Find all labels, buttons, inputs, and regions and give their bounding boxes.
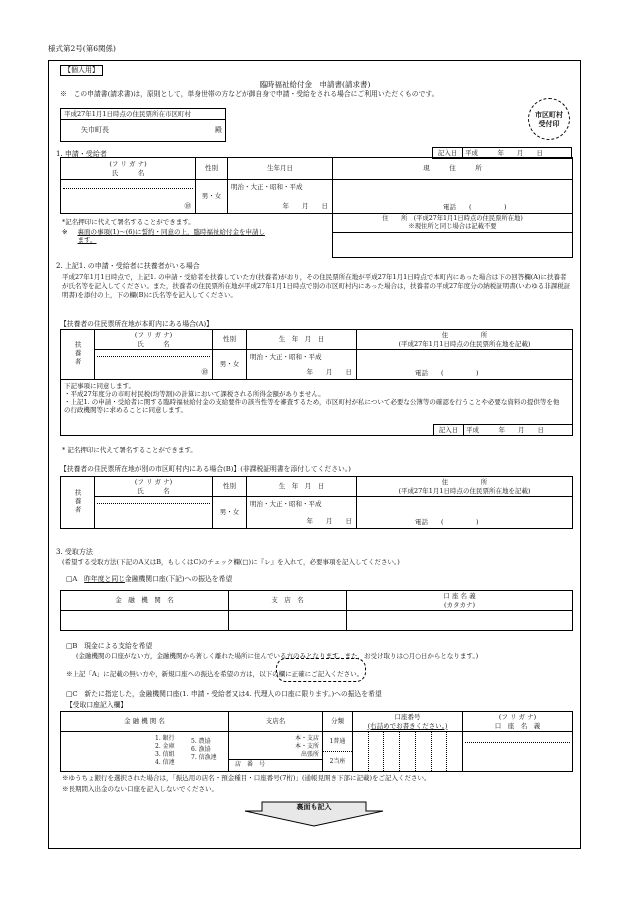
tableA-address-header bbox=[357, 330, 573, 350]
c-bank-types-2: 5. 農協 6. 漁協 7. 信漁連 bbox=[191, 738, 217, 762]
option-c-title: 【受取口座記入欄】 bbox=[66, 701, 128, 709]
tableB-sex-field[interactable]: 男・女 bbox=[213, 497, 247, 529]
option-a-label: 金融機関口座(下記)への振込を希望 bbox=[124, 575, 233, 583]
c-number-sub: (右詰めでお書きください。) bbox=[367, 721, 448, 730]
tableA-name-field[interactable] bbox=[95, 350, 213, 380]
option-a-table bbox=[60, 590, 573, 631]
sec1-address-field[interactable] bbox=[333, 180, 573, 214]
intro-note: ※ この申請書(請求書)は，原則として，単身世帯の方などが御自身で申請・受給をされる場合にご利用いただくものです。 bbox=[60, 90, 439, 98]
c-type-header: 分類 bbox=[323, 712, 353, 732]
tableA-address-field[interactable] bbox=[357, 350, 573, 380]
tableA-consent bbox=[61, 380, 573, 436]
seal-mark: ㊞ bbox=[184, 201, 191, 210]
tableA-sex-header: 性別 bbox=[213, 330, 247, 350]
tableA-birth-field[interactable] bbox=[247, 350, 357, 380]
tableB-address-title: 住 所 bbox=[441, 478, 488, 487]
tableA-address-sub: (平成27年1月1日時点の住民票所在地を記載) bbox=[398, 339, 531, 348]
c-holder-field[interactable] bbox=[463, 732, 573, 772]
municipality-box bbox=[60, 108, 226, 142]
sec1-heading: 1. 申請・受給者 bbox=[56, 150, 107, 158]
tableB-birth-ymd: 年 月 日 bbox=[306, 516, 352, 525]
a-bank-header: 金 融 機 関 名 bbox=[61, 591, 229, 611]
sec2-signature-note: * 記名押印に代えて署名することができます。 bbox=[62, 446, 197, 454]
sec1-birth-field[interactable] bbox=[228, 180, 333, 214]
tableA-birth-header: 生 年 月 日 bbox=[247, 330, 357, 350]
tableA-fuyousha bbox=[61, 330, 95, 380]
mayor-label: 矢巾町長 bbox=[81, 126, 109, 135]
sec1-address-header: 現 住 所 bbox=[333, 158, 573, 180]
c-store-no[interactable] bbox=[229, 759, 322, 771]
stamp-label: 市区町村 受付印 bbox=[535, 110, 563, 129]
c-store-no-label: 店 番 号 bbox=[235, 761, 266, 768]
option-a[interactable] bbox=[66, 575, 232, 583]
tableB-address-header bbox=[357, 477, 573, 497]
c-furigana: (フ リ ガ ナ) bbox=[498, 713, 537, 722]
c-type-field[interactable] bbox=[323, 732, 353, 772]
tableA-birth-era: 明治・大正・昭和・平成 bbox=[250, 353, 322, 361]
tableA-address-title: 住 所 bbox=[441, 331, 488, 340]
tableA-kinyubi-box bbox=[433, 424, 573, 436]
tableA-sex-field[interactable]: 男・女 bbox=[213, 350, 247, 380]
tableA bbox=[60, 329, 573, 436]
sec1-juusho-sub: ※現住所と同じ場合は記載不要 bbox=[408, 222, 497, 230]
tableA-consent-1: ・平成27年度分の市町村民税(均等割)の計算において課税される所得金額がありません。 bbox=[64, 390, 325, 399]
sec1-juusho-title: 住 所 (平成27年1月1日時点の住民票所在地) bbox=[382, 215, 523, 222]
tableA-furigana: (フ リ ガ ナ) bbox=[134, 331, 173, 340]
c-type-touza[interactable]: 2当座 bbox=[329, 758, 346, 765]
tableB-birth-field[interactable] bbox=[247, 497, 357, 529]
option-b[interactable]: □B 現金による支給を希望 bbox=[66, 642, 153, 650]
c-branch-field[interactable] bbox=[229, 732, 323, 772]
sec1-kinyubi-label: 記入日 bbox=[433, 148, 463, 159]
a-holder-header bbox=[347, 591, 573, 611]
tableB-birth-era: 明治・大正・昭和・平成 bbox=[250, 500, 322, 508]
sec3-instruction: (希望する受取方法(下記のA又はB，もしくはC)のチェック欄(□)に『レ』を入れて，必要事項を記入してください。) bbox=[62, 558, 400, 566]
c-number-field[interactable] bbox=[353, 732, 463, 772]
a-holder-field[interactable] bbox=[347, 611, 573, 631]
sec2-heading: 2. 上記1. の申請・受給者に扶養者がいる場合 bbox=[56, 262, 200, 270]
tableB-fuyousha bbox=[61, 477, 95, 529]
form-number: 様式第2号(第6関係) bbox=[48, 44, 116, 53]
reception-stamp bbox=[528, 98, 570, 140]
a-bank-field[interactable] bbox=[61, 611, 229, 631]
sec1-furigana-label: (フ リ ガ ナ) bbox=[109, 160, 147, 169]
sec1-birth-era: 明治・大正・昭和・平成 bbox=[231, 183, 303, 191]
sec3-heading: 3. 受取方法 bbox=[56, 548, 93, 556]
c-bank-header: 金 融 機 関 名 bbox=[61, 712, 229, 732]
tableB-name-field[interactable] bbox=[95, 497, 213, 529]
sec1-sex-field[interactable]: 男・女 bbox=[196, 180, 228, 214]
tableA-birth-ymd: 年 月 日 bbox=[306, 367, 352, 376]
tableB-title: 【扶養者の住民票所在地が別の市区町村内にある場合(B)】(非課税証明書を添付してください。) bbox=[60, 465, 351, 473]
tableB-phone: 電話 ( ) bbox=[415, 517, 479, 526]
tableB-address-sub: (平成27年1月1日時点の住民票所在地を記載) bbox=[398, 486, 531, 495]
sec1-sex-header: 性別 bbox=[196, 158, 228, 180]
sec1-birth-header: 生年月日 bbox=[228, 158, 333, 180]
tableA-consent-lead: 下記事項に同意します。 bbox=[64, 382, 135, 390]
sec1-signature-note: *記名押印に代えて署名することができます。 bbox=[62, 218, 195, 226]
tableA-consent-2: ・上記1. の申請・受給者に関する臨時福祉給付金の支給要件の該当性等を審査するため，市区町村が私について必要な公簿等の確認を行うことや必要な資料の提供等を他の行政機関等に求めることに同意します。 bbox=[64, 398, 560, 415]
sec1-birth-ymd: 年 月 日 bbox=[282, 201, 328, 210]
sec1-kinyubi-value[interactable]: 平成 年 月 日 bbox=[463, 148, 572, 159]
c-branch-header: 支店名 bbox=[229, 712, 323, 732]
tableA-phone: 電話 ( ) bbox=[415, 368, 479, 377]
dono-label: 殿 bbox=[215, 126, 222, 135]
a-holder-title: 口 座 名 義 bbox=[443, 592, 476, 601]
a-branch-header: 支 店 名 bbox=[229, 591, 347, 611]
sec1-consent bbox=[62, 228, 282, 244]
tableB bbox=[60, 476, 573, 529]
tableA-kinyubi-label: 記入日 bbox=[434, 424, 464, 435]
c-holder-title: 口 座 名 義 bbox=[494, 721, 541, 730]
sec1-juusho-box[interactable] bbox=[332, 214, 573, 258]
tableA-kinyubi-value[interactable]: 平成 年 月 日 bbox=[464, 424, 573, 435]
c-type-futsuu[interactable]: 1普通 bbox=[323, 732, 352, 752]
c-bank-field[interactable] bbox=[61, 732, 229, 772]
sec2-paragraph: 平成27年1月1日時点で，上記1. の申請・受給者を扶養していた方(扶養者)がおり，その住民票所在地が平成27年1月1日時点で本町内にあった場合は下の回答欄(A)に扶養者が氏名等を記入してください。また，扶養者の住民票所在地が平成27年1月1日時点で別の市区町村内にあった場合は，扶養者の平成27年度分の納税証明書(いわゆる非課税証明書)を添付の上，下の欄(B)に氏名等を記入してください。 bbox=[62, 273, 571, 299]
a-branch-field[interactable] bbox=[229, 611, 347, 631]
option-c[interactable]: □C 新たに指定した，金融機関口座(1. 申請・受給者又は4. 代理人の口座に限ります。)への振込を希望 bbox=[66, 690, 382, 698]
tableB-fuyousha-label: 扶養者 bbox=[73, 488, 82, 515]
continue-label: 裏面も記入 bbox=[296, 802, 332, 811]
tableB-address-field[interactable] bbox=[357, 497, 573, 529]
sec1-table bbox=[60, 157, 573, 214]
sec1-consent-mark: ※ bbox=[62, 228, 68, 236]
option-a-checkbox[interactable]: □A bbox=[66, 575, 85, 583]
longterm-note: ※長期間入出金のない口座を記入しないでください。 bbox=[62, 785, 218, 793]
sec1-name-field[interactable] bbox=[61, 180, 196, 214]
sec1-shimei-label: 氏 名 bbox=[111, 168, 145, 177]
tableB-shimei: 氏 名 bbox=[137, 486, 170, 495]
tableA-shimei: 氏 名 bbox=[137, 339, 170, 348]
c-holder-header bbox=[463, 712, 573, 732]
a-holder-kana: (カタカナ) bbox=[443, 600, 476, 609]
sec1-juusho-header bbox=[333, 214, 572, 233]
sec1-consent-note: 裏面の事項(1)～(6)に誓約・同意の上，臨時福祉給付金を申請します。 bbox=[77, 228, 265, 245]
tableA-title: 【扶養者の住民票所在地が本町内にある場合(A)】 bbox=[60, 320, 213, 328]
yucho-note: ※ゆうちょ銀行を選択された場合は，「振込用の店名・預金種目・口座番号(7桁)」(通帳見開き下部に記載)をご記入ください。 bbox=[62, 774, 431, 782]
form-title: 臨時福祉給付金 申請書(請求書) bbox=[259, 80, 371, 89]
tableA-fuyousha-label: 扶養者 bbox=[73, 340, 82, 367]
option-b-note: (金融機関の口座がない方，金融機関から著しく離れた場所に住んでいる方のみとなります。また，お受け取りは○月○日からとなります。) bbox=[76, 652, 479, 660]
tableB-name-header bbox=[95, 477, 213, 497]
tableB-furigana: (フ リ ガ ナ) bbox=[134, 478, 173, 487]
sec1-name-header bbox=[61, 158, 196, 180]
c-branch-types: 本・支店 本・支所 出張所 bbox=[294, 735, 319, 759]
tableA-name-header bbox=[95, 330, 213, 350]
c-number-header bbox=[353, 712, 463, 732]
sec1-phone: 電話 ( ) bbox=[443, 202, 507, 211]
kojin-label: 【個人用】 bbox=[60, 65, 103, 76]
new-account-note: ※上記「A」に記載の無い方や，新規口座への振込を希望の方は，以下の欄に正確にご記入ください。 bbox=[66, 670, 364, 678]
c-number-title: 口座番号 bbox=[394, 713, 421, 722]
tableB-sex-header: 性別 bbox=[213, 477, 247, 497]
option-c-table bbox=[60, 711, 573, 772]
tableB-birth-header: 生 年 月 日 bbox=[247, 477, 357, 497]
municipality-header: 平成27年1月1日時点の住民票所在市区町村 bbox=[61, 109, 225, 120]
tableA-seal-mark: ㊞ bbox=[201, 367, 208, 376]
c-bank-types-1: 1. 銀行 2. 金庫 3. 信組 4. 信連 bbox=[155, 735, 175, 767]
option-a-underlined: 昨年度と同じ bbox=[84, 575, 125, 583]
